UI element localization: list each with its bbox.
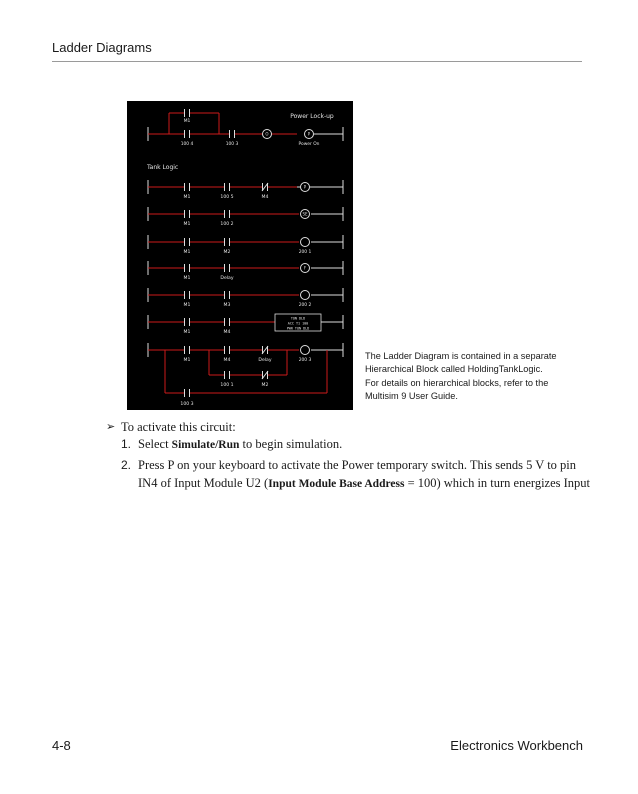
no-contact-icon	[184, 388, 190, 398]
caption-line: The Ladder Diagram is contained in a separate	[365, 351, 557, 361]
coil-circle	[301, 238, 310, 247]
component-label: M4	[223, 330, 231, 335]
component-label: M1	[183, 358, 191, 363]
no-contact-icon	[224, 345, 230, 355]
coil-icon	[301, 291, 310, 300]
contact-label: 100 3	[225, 142, 239, 147]
coil-icon	[301, 210, 310, 219]
component-label: M2	[261, 383, 269, 388]
footer-brand: Electronics Workbench	[450, 738, 583, 753]
no-contact-icon	[224, 317, 230, 327]
component-label: M1	[183, 276, 191, 281]
caption-line: Hierarchical Block called HoldingTankLogic.	[365, 364, 543, 375]
no-contact-icon	[224, 182, 230, 192]
step-number: 1.	[121, 437, 132, 451]
coil-mark: F	[303, 265, 307, 271]
step-number: 2.	[121, 458, 132, 472]
section-title: Tank Logic	[147, 164, 179, 171]
timer-text: PWR TON DLD	[286, 326, 310, 331]
term: Input Module Base Address	[268, 478, 405, 490]
coil-icon	[301, 264, 310, 273]
component-label: 100 1	[220, 383, 234, 388]
component-label: 100 3	[180, 402, 194, 407]
coil-icon	[263, 130, 272, 139]
menu-command: Simulate/Run	[171, 439, 240, 451]
component-label: M1	[183, 303, 191, 308]
timer-text: TON DLD	[290, 316, 306, 321]
nc-contact-icon	[262, 370, 268, 380]
coil-label: 200 3	[298, 358, 312, 363]
ladder-diagram	[127, 101, 353, 410]
timer-text: ACC T1 100	[287, 321, 309, 326]
component-label: M1	[183, 222, 191, 227]
no-contact-icon	[184, 182, 190, 192]
component-label: M1	[183, 250, 191, 255]
no-contact-icon	[184, 345, 190, 355]
step-text: Press P on your keyboard to activate the Power temporary switch. This sends 5 V to pin	[138, 458, 577, 472]
coil-circle	[301, 291, 310, 300]
no-contact-icon	[229, 129, 235, 139]
component-label: M4	[223, 358, 231, 363]
no-contact-icon	[224, 263, 230, 273]
coil-label: 200 1	[298, 250, 312, 255]
caption-line: For details on hierarchical blocks, refer to the	[365, 377, 549, 388]
no-contact-icon	[224, 237, 230, 247]
no-contact-icon	[184, 317, 190, 327]
no-contact-icon	[184, 108, 190, 118]
no-contact-icon	[184, 129, 190, 139]
contact-label: M1	[183, 119, 191, 124]
timer-block-icon	[275, 314, 321, 331]
coil-label: Power On	[298, 142, 320, 147]
page-header: Ladder Diagrams	[52, 40, 152, 55]
step-text: to begin simulation.	[239, 437, 343, 451]
component-label: M3	[223, 303, 231, 308]
no-contact-icon	[184, 263, 190, 273]
component-label: M4	[261, 195, 269, 200]
figure-caption	[365, 350, 595, 404]
rung-title: Power Lock-up	[290, 113, 334, 120]
step-2-continuation	[138, 476, 590, 491]
coil-icon	[301, 238, 310, 247]
coil-label: 200 2	[298, 303, 312, 308]
no-contact-icon	[184, 237, 190, 247]
component-label: Delay	[258, 358, 272, 363]
component-label: M1	[183, 330, 191, 335]
no-contact-icon	[224, 290, 230, 300]
step-text: = 100) which in turn energizes Input	[404, 476, 591, 490]
no-contact-icon	[184, 290, 190, 300]
coil-icon	[301, 346, 310, 355]
header-divider	[52, 61, 582, 62]
coil-icon	[301, 183, 310, 192]
component-label: M1	[183, 195, 191, 200]
component-label: Delay	[220, 276, 234, 281]
coil-icon	[305, 130, 314, 139]
coil-mark: SE	[302, 211, 308, 217]
component-label: 100 2	[220, 222, 234, 227]
component-label: M2	[223, 250, 231, 255]
coil-circle	[301, 346, 310, 355]
caption-line: Multisim 9 User Guide.	[365, 391, 458, 402]
no-contact-icon	[224, 209, 230, 219]
coil-mark: O	[265, 131, 269, 137]
no-contact-icon	[224, 370, 230, 380]
contact-label: 100 4	[180, 142, 194, 147]
page-number: 4-8	[52, 738, 71, 753]
nc-contact-icon	[262, 182, 268, 192]
step-text: Select	[138, 437, 172, 451]
instruction-heading: To activate this circuit:	[121, 420, 236, 434]
no-contact-icon	[184, 209, 190, 219]
arrow-bullet-icon: ➢	[106, 420, 116, 433]
step-text: IN4 of Input Module U2 (	[138, 476, 269, 490]
coil-mark: P	[307, 131, 311, 137]
coil-mark: P	[303, 184, 307, 190]
nc-contact-icon	[262, 345, 268, 355]
component-label: 100 5	[220, 195, 234, 200]
